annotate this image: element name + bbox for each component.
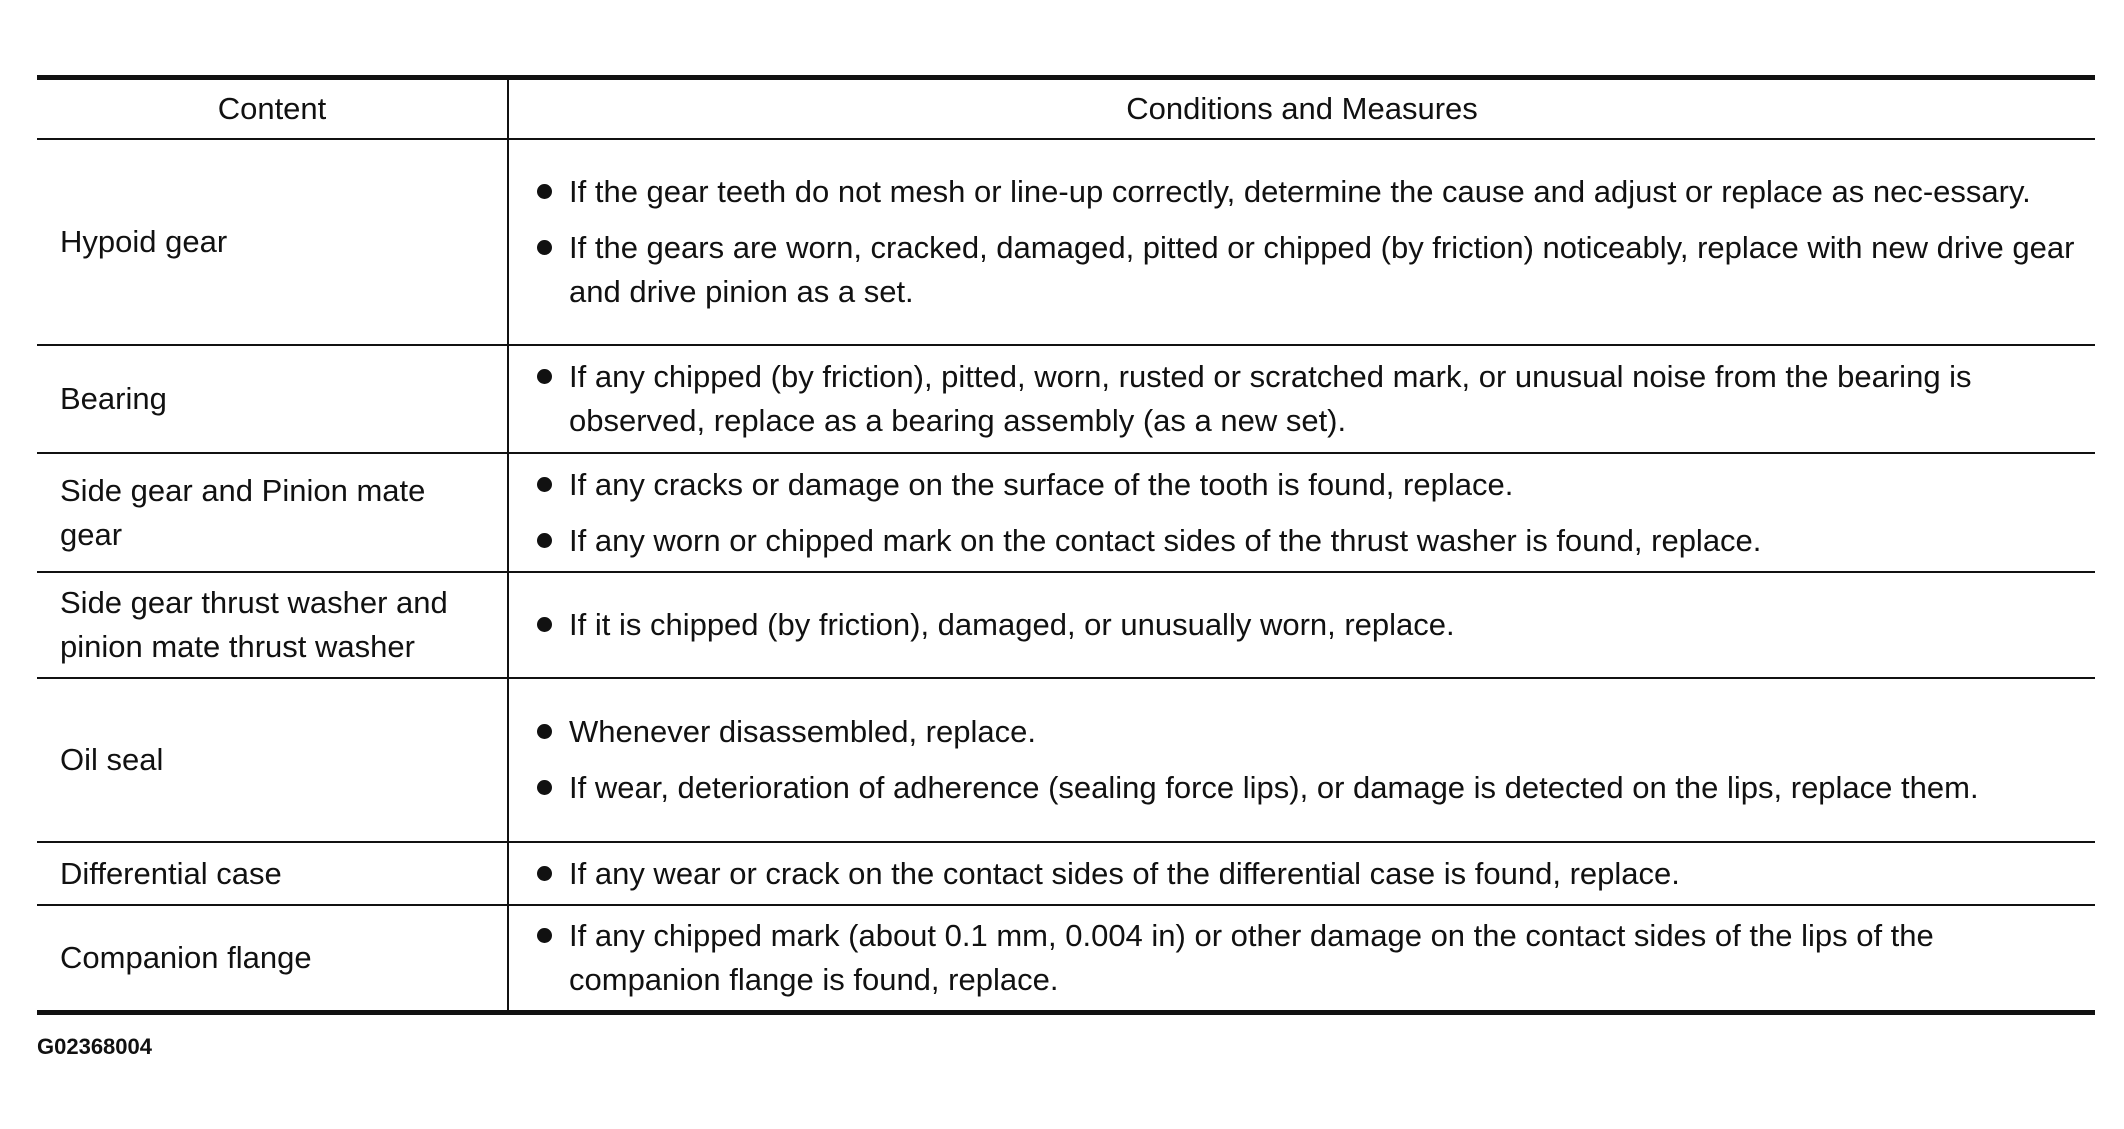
figure-code: G02368004 <box>37 1034 152 1059</box>
inspection-table-sheet <box>37 75 2095 1015</box>
table-row <box>37 572 2095 678</box>
row-measures <box>508 905 2095 1013</box>
measure-text: Whenever disassembled, replace. <box>569 714 1036 749</box>
measure-item <box>533 463 2075 507</box>
bullet-icon <box>537 184 552 199</box>
row-content-label: Oil seal <box>37 678 508 842</box>
header-conditions-measures: Conditions and Measures <box>508 78 2095 140</box>
row-measures <box>508 842 2095 905</box>
measure-text: If any chipped (by friction), pitted, worn, rusted or scratched mark, or unusual noise from the bearing is observed, replace as a bearing assembly (as a new set). <box>569 359 1972 438</box>
measure-text: If any worn or chipped mark on the contact sides of the thrust washer is found, replace. <box>569 522 1762 558</box>
measure-text: If the gears are worn, cracked, damaged, pitted or chipped (by friction) noticeably, replace with new drive gear and drive pinion as a set. <box>569 230 2075 309</box>
measure-item <box>533 355 2075 443</box>
bullet-icon <box>537 369 552 384</box>
measure-text: If any chipped mark (about 0.1 mm, 0.004 in) or other damage on the contact sides of the lips of the companion flange is found, replace. <box>569 918 1934 997</box>
bullet-icon <box>537 866 552 881</box>
table-row <box>37 345 2095 453</box>
inspection-table <box>37 75 2095 1015</box>
row-content-label: Bearing <box>37 345 508 453</box>
measure-text: If any wear or crack on the contact sides of the differential case is found, replace. <box>569 855 1680 891</box>
table-row <box>37 139 2095 345</box>
measure-text: If it is chipped (by friction), damaged, or unusually worn, replace. <box>569 607 1455 642</box>
row-measures <box>508 453 2095 572</box>
measure-item <box>533 603 2075 647</box>
measure-item <box>533 710 2075 754</box>
measure-item <box>533 226 2075 314</box>
bullet-icon <box>537 240 552 255</box>
bullet-icon <box>537 477 552 492</box>
bullet-icon <box>537 780 552 795</box>
measure-item <box>533 852 2075 896</box>
measure-text: If wear, deterioration of adherence (sealing force lips), or damage is detected on the lips, replace them. <box>569 770 1979 805</box>
header-content: Content <box>37 78 508 140</box>
measure-text: If any cracks or damage on the surface of the tooth is found, replace. <box>569 466 1514 502</box>
table-row <box>37 905 2095 1013</box>
row-measures <box>508 139 2095 345</box>
table-row <box>37 678 2095 842</box>
measure-text: If the gear teeth do not mesh or line-up correctly, determine the cause and adjust or replace as nec-essary. <box>569 174 2031 209</box>
row-content-label: Differential case <box>37 842 508 905</box>
row-content-label: Side gear and Pinion mate gear <box>37 453 508 572</box>
bullet-icon <box>537 533 552 548</box>
table-header-row <box>37 78 2095 140</box>
measure-item <box>533 766 2075 810</box>
row-content-label: Side gear thrust washer and pinion mate thrust washer <box>37 572 508 678</box>
bullet-icon <box>537 724 552 739</box>
table-row <box>37 453 2095 572</box>
row-content-label: Hypoid gear <box>37 139 508 345</box>
row-measures <box>508 345 2095 453</box>
bullet-icon <box>537 617 552 632</box>
measure-item <box>533 519 2075 563</box>
measure-item <box>533 170 2075 214</box>
bullet-icon <box>537 928 552 943</box>
row-measures <box>508 572 2095 678</box>
row-measures <box>508 678 2095 842</box>
table-row <box>37 842 2095 905</box>
row-content-label: Companion flange <box>37 905 508 1013</box>
measure-item <box>533 914 2075 1002</box>
